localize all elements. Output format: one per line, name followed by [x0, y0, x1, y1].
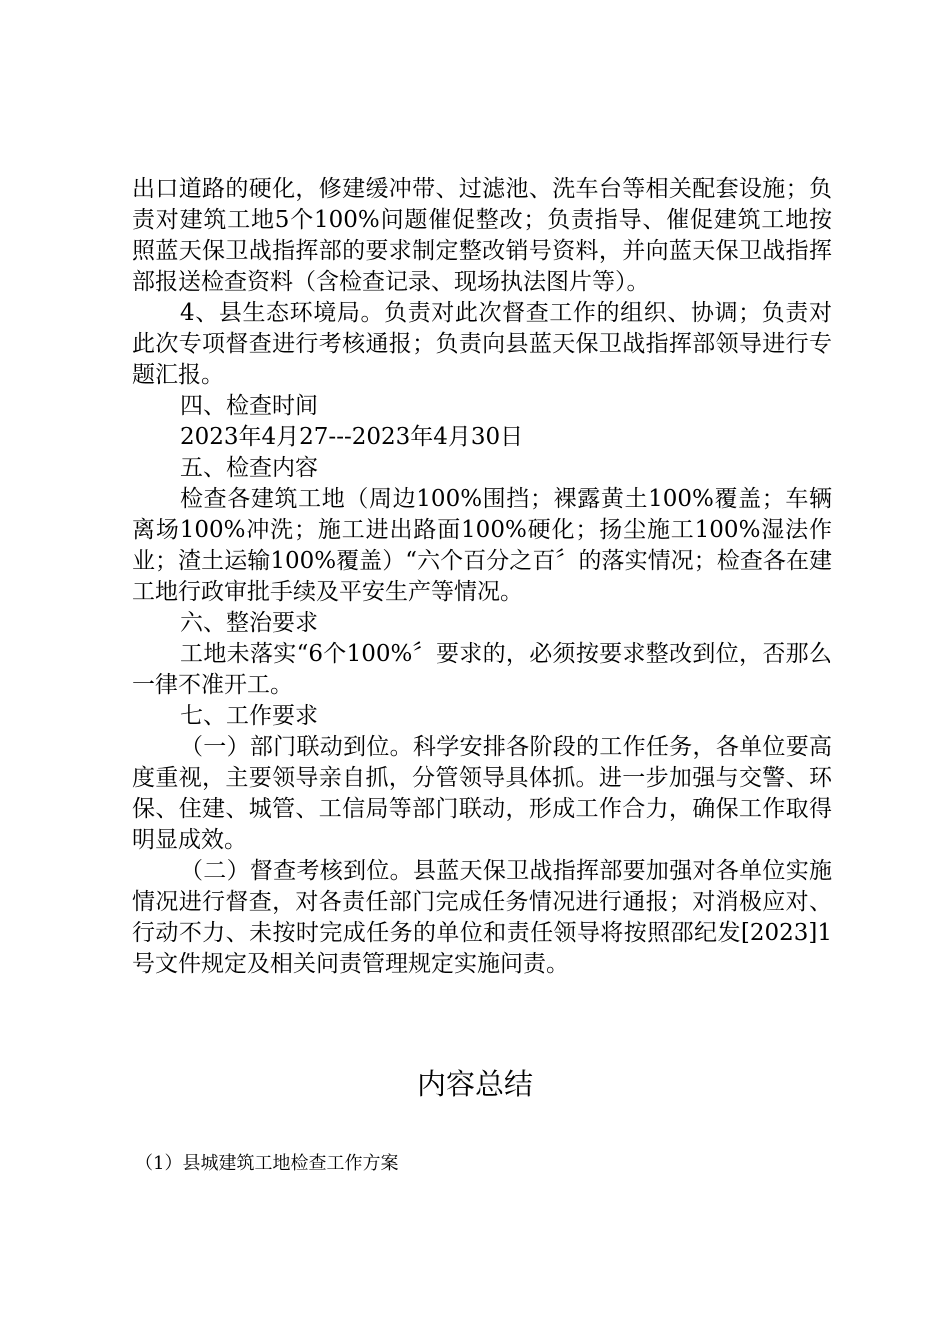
paragraph-requirement-2: （二）督查考核到位。县蓝天保卫战指挥部要加强对各单位实施情况进行督查，对各责任部门完成任务情况进行通报；对消极应对、行动不力、未按时完成任务的单位和责任领导将按照邵纪发[2023]1号文件规定及相关问责管理规定实施问责。: [132, 858, 832, 977]
heading-rectification: 六、整治要求: [180, 610, 318, 636]
paragraph-continuation: 出口道路的硬化，修建缓冲带、过滤池、洗车台等相关配套设施；负责对建筑工地5个100%问题催促整改；负责指导、催促建筑工地按照蓝天保卫战指挥部的要求制定整改销号资料，并向蓝天保卫战指挥部报送检查资料（含检查记录、现场执法图片等）。: [132, 176, 832, 295]
paragraph-inspection-date: 2023年4月27---2023年4月30日: [180, 424, 524, 450]
summary-title: 内容总结: [416, 1067, 533, 1101]
paragraph-inspection-content: 检查各建筑工地（周边100%围挡；裸露黄土100%覆盖；车辆离场100%冲洗；施工进出路面100%硬化；扬尘施工100%湿法作业；渣土运输100%覆盖）“六个百分之百〞的落实情况；检查各在建工地行政审批手续及平安生产等情况。: [132, 486, 832, 605]
heading-inspection-content: 五、检查内容: [180, 455, 318, 481]
document-body: [132, 174, 832, 980]
heading-inspection-time: 四、检查时间: [180, 393, 318, 419]
heading-work-requirements: 七、工作要求: [180, 703, 318, 729]
paragraph-rectification: 工地未落实“6个100%〞要求的，必须按要求整改到位，否那么一律不准开工。: [132, 641, 832, 698]
paragraph-requirement-1: （一）部门联动到位。科学安排各阶段的工作任务，各单位要高度重视，主要领导亲自抓，分管领导具体抓。进一步加强与交警、环保、住建、城管、工信局等部门联动，形成工作合力，确保工作取得明显成效。: [132, 734, 832, 853]
summary-item: （1）县城建筑工地检查工作方案: [135, 1153, 399, 1174]
paragraph-ecology-bureau: 4、县生态环境局。负责对此次督查工作的组织、协调；负责对此次专项督查进行考核通报；负责向县蓝天保卫战指挥部领导进行专题汇报。: [132, 300, 832, 388]
